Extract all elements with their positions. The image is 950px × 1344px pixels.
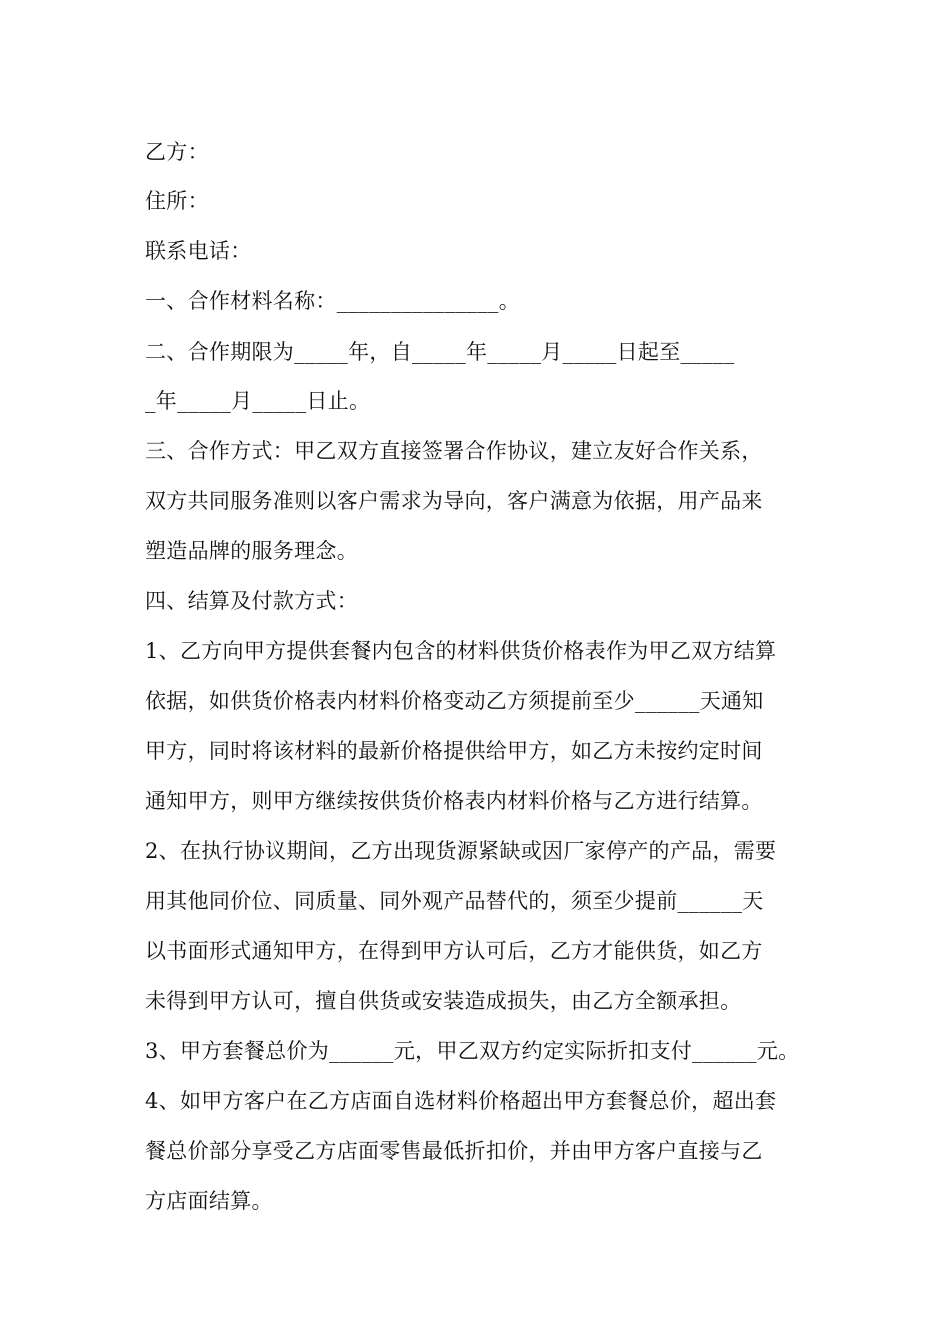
item-4-line-1: 4、如甲方客户在乙方店面自选材料价格超出甲方套餐总价，超出套 — [145, 1089, 777, 1113]
item-2-line-4: 未得到甲方认可，擅自供货或安装造成损失，由乙方全额承担。 — [145, 989, 742, 1013]
party-b-label: 乙方： — [145, 140, 209, 164]
item-2-line-1: 2、在执行协议期间，乙方出现货源紧缺或因厂家停产的产品，需要 — [145, 839, 777, 863]
item-2-line-3: 以书面形式通知甲方，在得到甲方认可后，乙方才能供货，如乙方 — [145, 939, 763, 963]
clause-3-line-2: 双方共同服务准则以客户需求为导向，客户满意为依据，用产品来 — [145, 489, 763, 513]
item-2-line-2: 用其他同价位、同质量、同外观产品替代的，须至少提前______天 — [145, 889, 764, 913]
clause-2-term-line-1: 二、合作期限为_____年，自_____年_____月_____日起至_____ — [145, 340, 735, 364]
clause-3-line-1: 三、合作方式：甲乙双方直接签署合作协议，建立友好合作关系， — [145, 439, 763, 463]
item-1-line-3: 甲方，同时将该材料的最新价格提供给甲方，如乙方未按约定时间 — [145, 739, 763, 763]
phone-label: 联系电话： — [145, 239, 252, 263]
clause-4-heading: 四、结算及付款方式： — [145, 589, 358, 613]
item-4-line-2: 餐总价部分享受乙方店面零售最低折扣价，并由甲方客户直接与乙 — [145, 1139, 763, 1163]
clause-1-material-name: 一、合作材料名称：_______________。 — [145, 289, 520, 313]
item-1-line-1: 1、乙方向甲方提供套餐内包含的材料供货价格表作为甲乙双方结算 — [145, 639, 777, 663]
clause-3-line-3: 塑造品牌的服务理念。 — [145, 539, 358, 563]
clause-2-term-line-2: _年_____月_____日止。 — [145, 389, 371, 413]
item-4-line-3: 方店面结算。 — [145, 1189, 273, 1213]
item-3-line-1: 3、甲方套餐总价为______元，甲乙双方约定实际折扣支付______元。 — [145, 1039, 800, 1063]
item-1-line-2: 依据，如供货价格表内材料价格变动乙方须提前至少______天通知 — [145, 689, 764, 713]
address-label: 住所： — [145, 189, 209, 213]
item-1-line-4: 通知甲方，则甲方继续按供货价格表内材料价格与乙方进行结算。 — [145, 789, 763, 813]
